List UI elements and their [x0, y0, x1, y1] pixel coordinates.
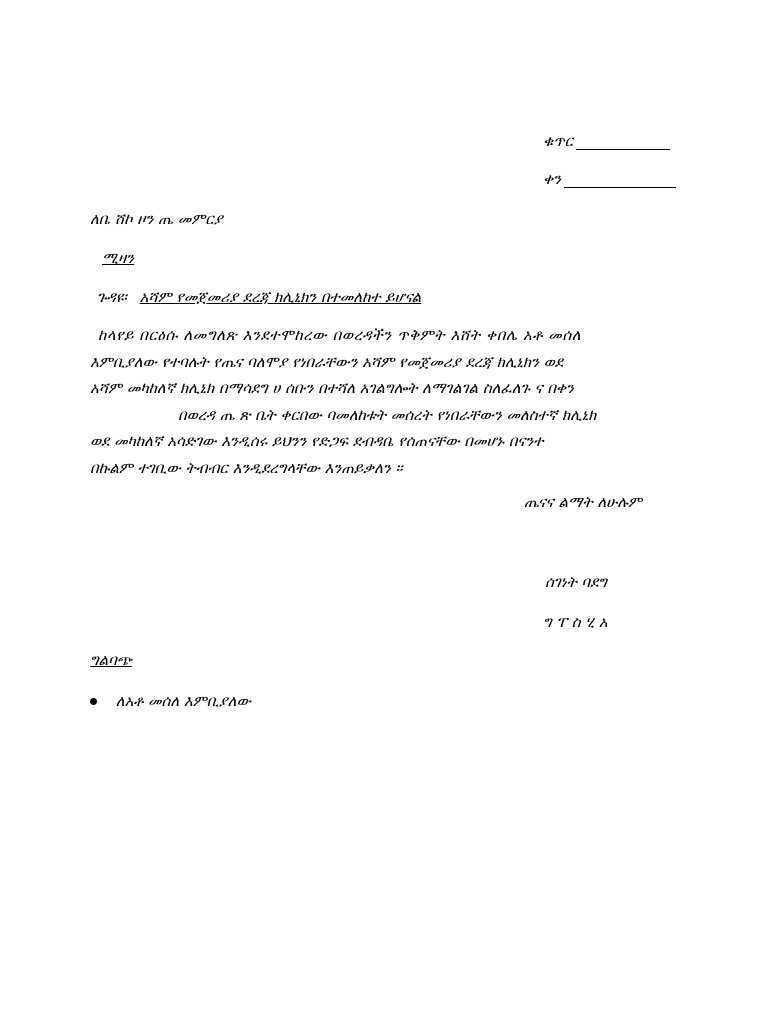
- recipient-city: ሚዛን: [102, 249, 135, 267]
- bullet-icon: [90, 698, 97, 705]
- body-line: በኩልም ተገቢው ትብብር እንዲደረግላቸው እንጠይቃለን ፡፡: [90, 458, 403, 477]
- letter-body: [90, 322, 685, 481]
- recipient: ለቤ ሸኮ ዞን ጤ መምርያ: [90, 210, 223, 228]
- body-line: ወደ መካከለኛ አሳድገው እንዲሰሩ ይህንን የድጋፍ ደብዳቤ የሰጠናቸው በመሆኑ በናንተ: [90, 432, 544, 450]
- body-line: በወረዳ ጤ ጽ ቤት ቀርበው ባመለከቱት መሰረት የነበራቸውን መለስተኛ ክሊኒክ: [178, 405, 597, 424]
- cc-list-item: [90, 692, 251, 710]
- closing-salutation: ጤናና ልማት ለሁሉም: [524, 493, 642, 511]
- cc-recipient: ለአቶ መሰለ እምቢያለው: [115, 692, 251, 710]
- date-label: ቀን: [543, 170, 561, 188]
- body-line: አሻም መካከለኛ ክሊኒክ በማሳደግ ሀ ሰቡን በተሻለ አገልግሎት ለማገልገል ስለፈለጉ ና በቀን: [90, 379, 574, 397]
- signatory-title: ግ ፐ ስ ሂ አ: [543, 613, 608, 631]
- body-line: ከላየይ በርዕሱ ለመግለጽ እንደተሞከረው በወረዳችን ጥቅምት እሸት ቀበሌ አቶ መሰለ: [98, 326, 582, 344]
- subject-line: [97, 288, 421, 306]
- cc-heading: ግልባጭ: [90, 651, 132, 669]
- reference-number-field: [543, 132, 670, 150]
- reference-label: ቁጥር: [543, 132, 573, 150]
- subject-text: አሻም የመጀመሪያ ደረጃ ክሊኒክን በተመለከተ ይሆናል: [139, 288, 422, 306]
- reference-blank-line: [576, 135, 670, 150]
- signatory-name: ሰገነት ባደግ: [545, 573, 607, 591]
- date-field: [543, 170, 676, 188]
- body-line: እምቢያለው የተባሉት የጤና ባለሞያ የነበራቸውን አሻም የመጀመሪያ ደረጃ ክሊኒክን ወደ: [90, 352, 563, 371]
- subject-label: ጉዳዩ፡: [97, 288, 127, 306]
- date-blank-line: [564, 173, 676, 188]
